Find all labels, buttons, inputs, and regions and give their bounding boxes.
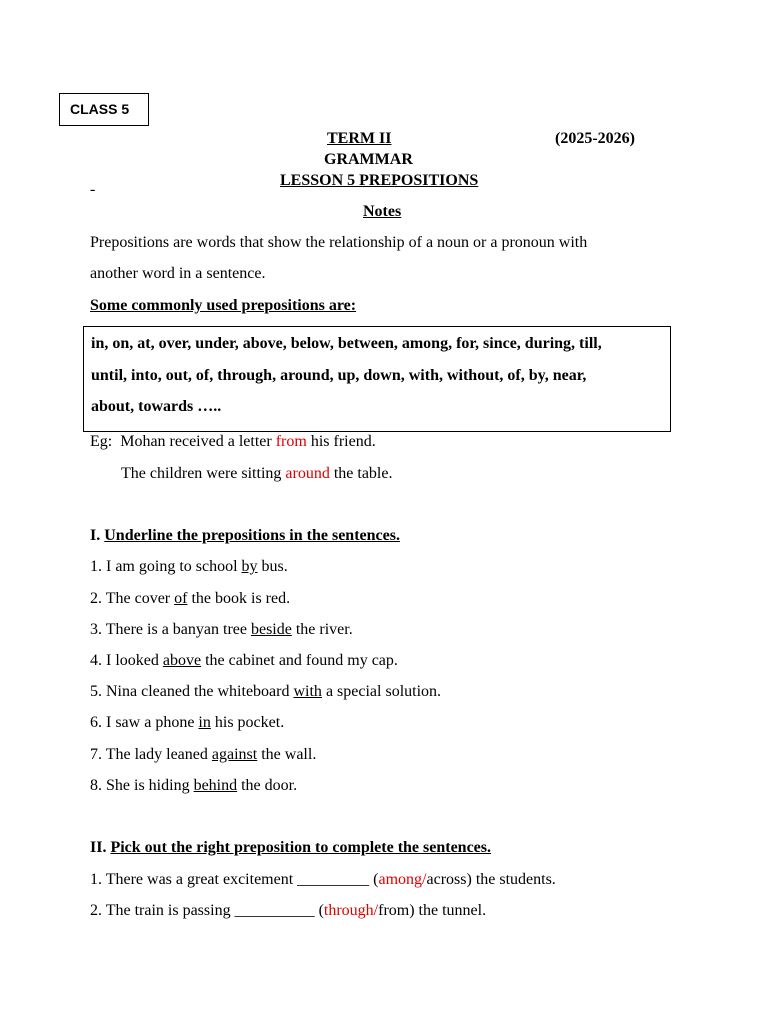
- underlined-preposition: of: [174, 590, 188, 607]
- item-text: 2. The cover: [90, 590, 175, 607]
- exercise-1-item: [90, 652, 398, 670]
- section-1-heading: [90, 527, 400, 545]
- item-text: 2. The train is passing __________ (: [90, 902, 324, 919]
- class-label-box: [59, 93, 149, 126]
- prepositions-line-3: about, towards …..: [91, 398, 222, 415]
- item-text: 1. There was a great excitement _________ (: [90, 871, 379, 888]
- answer-option: through/: [323, 902, 379, 919]
- item-text: across) the students.: [426, 871, 556, 888]
- subject-title: GRAMMAR: [324, 151, 413, 168]
- lesson-title: LESSON 5 PREPOSITIONS: [280, 172, 479, 189]
- item-text: 1. I am going to school: [90, 558, 242, 575]
- example-text: Eg: Mohan received a letter: [90, 433, 276, 450]
- underlined-preposition: against: [211, 746, 258, 763]
- item-text: bus.: [257, 558, 288, 575]
- exercise-2-item: [90, 871, 556, 889]
- intro-line-1: Prepositions are words that show the relationship of a noun or a pronoun with: [90, 234, 588, 251]
- exercise-1-item: [90, 558, 288, 576]
- item-text: his pocket.: [210, 714, 285, 731]
- notes-heading: Notes: [363, 203, 402, 220]
- answer-option: among/: [378, 871, 427, 888]
- underlined-preposition: behind: [193, 777, 238, 794]
- underlined-preposition: above: [162, 652, 202, 669]
- prepositions-line-2: until, into, out, of, through, around, up, down, with, without, of, by, near,: [91, 366, 587, 384]
- prepositions-box: [83, 326, 671, 432]
- class-label: CLASS 5: [70, 101, 130, 117]
- exercise-1-item: [90, 777, 297, 795]
- example-1: [90, 433, 376, 451]
- section-2-heading: [90, 839, 491, 857]
- underlined-preposition: beside: [250, 621, 292, 638]
- example-text: his friend.: [306, 433, 376, 450]
- item-text: 3. There is a banyan tree: [90, 621, 251, 638]
- item-text: the wall.: [257, 746, 317, 763]
- prepositions-line-1: in, on, at, over, under, above, below, between, among, for, since, during, till,: [91, 335, 602, 352]
- item-text: 5. Nina cleaned the whiteboard: [90, 683, 294, 700]
- intro-line-2: another word in a sentence.: [90, 265, 266, 282]
- example-text: The children were sitting: [121, 465, 286, 482]
- exercise-1-item: [90, 746, 316, 764]
- item-text: 8. She is hiding: [90, 777, 194, 794]
- exercise-1-item: [90, 590, 290, 608]
- exercise-1-item: [90, 714, 284, 732]
- exercise-1-item: [90, 621, 353, 639]
- example-2: [121, 465, 392, 483]
- item-text: the river.: [291, 621, 353, 638]
- item-text: the door.: [237, 777, 298, 794]
- underlined-preposition: in: [198, 714, 211, 731]
- common-prepositions-heading: Some commonly used prepositions are:: [90, 297, 357, 314]
- exercise-1-item: [90, 683, 441, 701]
- example-preposition: from: [275, 433, 307, 450]
- section-title: Underline the prepositions in the sentences.: [104, 527, 400, 544]
- item-text: 7. The lady leaned: [90, 746, 212, 763]
- item-text: 4. I looked: [90, 652, 163, 669]
- item-text: 6. I saw a phone: [90, 714, 199, 731]
- section-numeral: II.: [90, 839, 111, 856]
- item-text: the cabinet and found my cap.: [201, 652, 398, 669]
- academic-year: (2025-2026): [555, 130, 635, 147]
- section-numeral: I.: [90, 527, 105, 544]
- item-text: from) the tunnel.: [378, 902, 487, 919]
- exercise-2-item: [90, 902, 486, 920]
- example-text: the table.: [329, 465, 393, 482]
- item-text: the book is red.: [187, 590, 291, 607]
- stray-dash: -: [90, 181, 96, 198]
- example-preposition: around: [285, 465, 330, 482]
- underlined-preposition: by: [241, 558, 258, 575]
- item-text: a special solution.: [321, 683, 442, 700]
- underlined-preposition: with: [293, 683, 322, 700]
- section-title: Pick out the right preposition to complete the sentences.: [110, 839, 491, 856]
- term-title: TERM II: [327, 130, 392, 147]
